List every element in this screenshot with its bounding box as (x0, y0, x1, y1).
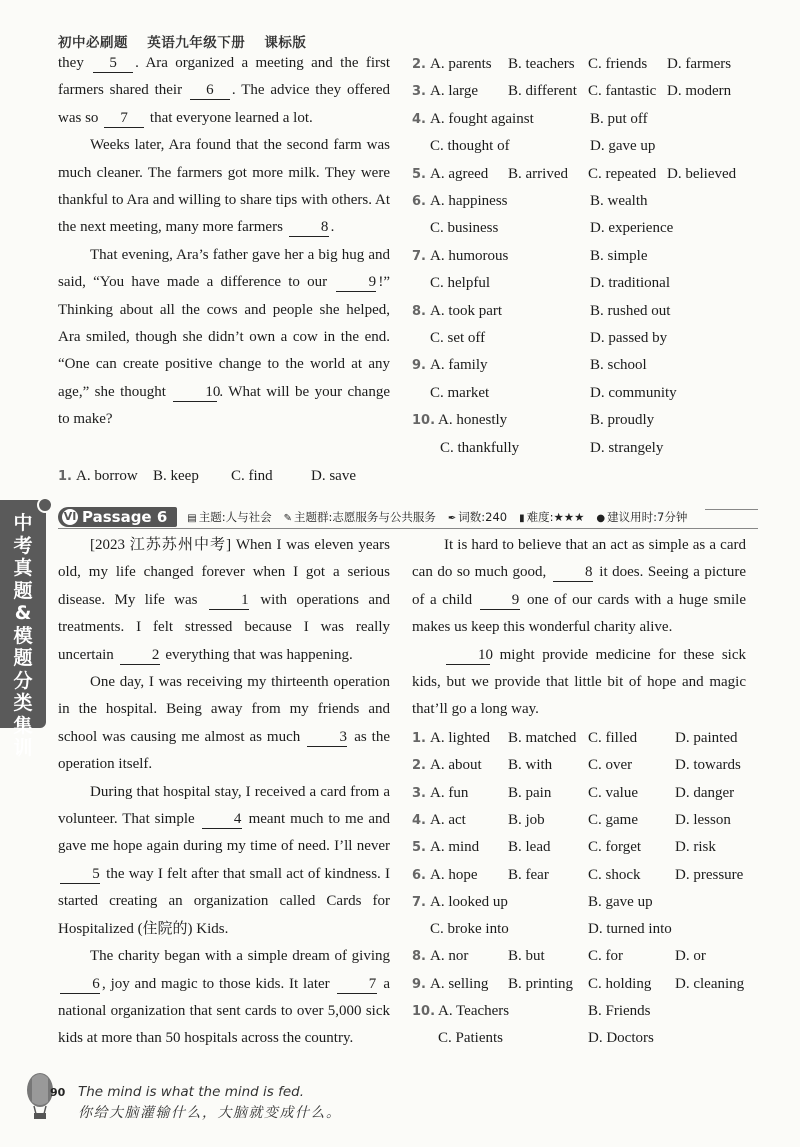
option-b[interactable]: B. Friends (588, 1003, 651, 1019)
question-number: 8. (412, 303, 426, 319)
paragraph (58, 242, 390, 434)
question-number: 9. (412, 976, 426, 992)
option-a[interactable]: A. selling (430, 975, 489, 992)
option-b[interactable]: B. with (508, 757, 553, 774)
text-run: everything that was happening. (161, 646, 353, 663)
option-d[interactable]: D. experience (590, 220, 674, 237)
option-a[interactable]: A. act (430, 811, 466, 828)
blank-10[interactable]: 10 (173, 383, 217, 402)
blank-8[interactable]: 8 (553, 563, 593, 582)
option-c[interactable]: C. business (430, 220, 499, 237)
option-c[interactable]: C. value (588, 784, 638, 801)
text-run: , joy and magic to those kids. It later (102, 975, 335, 992)
option-a[interactable]: A. agreed (430, 165, 489, 182)
text-run: might provide medicine for these sick kids, but we provide that little bit of hope and magic that’ll go a long way. (412, 646, 746, 718)
option-c[interactable]: C. market (430, 384, 490, 401)
question-number: 4. (412, 812, 426, 828)
text-run: !” Thinking about all the cows and people she helped, Ara smiled, though she didn’t own a cow in the end. “One can create positive change to the world at any age,” she thought (58, 274, 390, 400)
paragraph (412, 532, 746, 642)
option-d[interactable]: D. farmers (667, 56, 732, 72)
question-number: 10. (412, 1004, 436, 1019)
option-b[interactable]: B. job (508, 811, 545, 828)
page-header (58, 31, 320, 51)
book-icon: ▤ (187, 513, 197, 524)
question-number: 8. (412, 949, 426, 965)
blank-6[interactable]: 6 (190, 81, 230, 100)
paragraph (58, 779, 390, 943)
question-number: 9. (412, 358, 426, 374)
sidebar-dot (37, 497, 53, 513)
option-d[interactable]: D. community (590, 384, 677, 401)
section-sidebar-tab (0, 500, 46, 759)
option-d[interactable]: D. strangely (590, 439, 664, 456)
option-d[interactable]: D. passed by (590, 330, 668, 346)
word-count-meta: ✒ 词数:240 (447, 510, 508, 524)
option-b[interactable]: B. different (508, 83, 577, 100)
option-c[interactable]: C. friends (588, 56, 648, 72)
option-a[interactable]: A. about (430, 757, 482, 774)
time-meta: ● 建议用时:7分钟 (596, 510, 688, 524)
question-number: 3. (412, 785, 426, 801)
blank-6[interactable]: 6 (60, 975, 100, 994)
footer-quote-chinese: 你给大脑灌输什么，大脑就变成什么。 (78, 1105, 342, 1121)
question-number: 7. (412, 248, 426, 264)
text-run: . What will be your change to make? (58, 383, 390, 428)
text-run: that everyone learned a lot. (146, 109, 313, 126)
option-a[interactable]: A. parents (430, 56, 492, 72)
paragraph (58, 943, 390, 1053)
subject-title: 英语九年级下册 (147, 35, 246, 51)
blank-4[interactable]: 4 (202, 810, 242, 829)
option-a[interactable]: A. Teachers (438, 1003, 510, 1019)
question-number: 3. (412, 84, 426, 100)
option-b[interactable]: B. school (590, 357, 647, 374)
paragraph (58, 532, 390, 669)
option-c[interactable]: C. game (588, 811, 638, 828)
option-d[interactable]: D. believed (667, 165, 737, 182)
text-run: That evening, Ara’s father gave her a big hug and said, “You have made a difference to our (58, 246, 390, 291)
text-run: . Ara organized a meeting and the first farmers shared their (58, 55, 390, 99)
text-run: a national organization that sent cards to over 5,000 sick kids at more than 50 hospitals across the country. (58, 975, 390, 1047)
option-c[interactable]: C. shock (588, 866, 641, 883)
option-b[interactable]: B. simple (590, 247, 648, 264)
option-b[interactable]: B. lead (508, 839, 551, 856)
option-a[interactable]: A. took part (430, 302, 503, 319)
passage6-right-text (412, 532, 746, 724)
question-number: 5. (412, 840, 426, 856)
text-run: it does. Seeing a picture of a child (412, 564, 746, 608)
theme-group-meta: ✎ 主题群:志愿服务与公共服务 (283, 510, 436, 524)
text-run: meant much to me and gave me hope again during my time of need. I’ll never (58, 811, 390, 855)
paragraph (58, 669, 390, 779)
option-a[interactable]: A. humorous (430, 247, 509, 264)
option-c[interactable]: C. helpful (430, 275, 490, 292)
option-b[interactable]: B. teachers (508, 56, 575, 72)
option-c[interactable]: C. over (588, 757, 633, 774)
option-c[interactable]: C. thankfully (440, 439, 520, 456)
option-b[interactable]: B. proudly (590, 412, 655, 429)
blank-5[interactable]: 5 (93, 54, 133, 73)
option-c[interactable]: C. filled (588, 730, 638, 746)
question-number: 1. (58, 469, 72, 484)
footer-quote-english: The mind is what the mind is fed. (78, 1084, 305, 1100)
option-a[interactable]: A. fun (430, 784, 469, 801)
passage-roman-badge: VI (63, 510, 77, 523)
signal-icon: ▮ (519, 513, 525, 524)
blank-7[interactable]: 7 (104, 109, 144, 128)
blank-9[interactable]: 9 (480, 591, 520, 610)
text-run: The charity began with a simple dream of giving (90, 948, 390, 965)
text-run: . (330, 219, 335, 236)
quill-icon: ✒ (447, 513, 457, 524)
blank-5[interactable]: 5 (60, 865, 100, 884)
blank-10[interactable]: 10 (446, 646, 490, 665)
text-run: It is hard to believe that an act as simple as a card can do so much good, (412, 537, 746, 581)
text-run: . The advice they offered was so (58, 82, 390, 126)
option-d[interactable]: D. traditional (590, 275, 670, 292)
option-d[interactable]: D. save (311, 468, 356, 484)
option-d[interactable]: D. danger (675, 784, 735, 801)
blank-9[interactable]: 9 (336, 273, 376, 292)
question-number: 1. (412, 731, 426, 746)
option-b[interactable]: B. but (508, 948, 545, 965)
text-run: they (58, 55, 92, 71)
option-c[interactable]: C. holding (588, 975, 652, 992)
question-number: 4. (412, 111, 426, 127)
difficulty-meta: ▮ 难度:★★★ (519, 510, 585, 524)
option-d[interactable]: D. modern (667, 83, 732, 100)
option-b[interactable]: B. matched (508, 730, 577, 746)
text-run: During that hospital stay, I received a card from a volunteer. That simple (58, 783, 390, 828)
text-run: one of our cards with a huge smile makes us keep this wonderful charity alive. (412, 591, 746, 636)
option-a[interactable]: A. mind (430, 839, 480, 856)
text-run: the way I felt after that small act of kindness. I started creating an organization called Cards for Hospitalized (住院的) Kids. (58, 865, 390, 937)
question-number: 6. (412, 867, 426, 883)
option-b[interactable]: B. wealth (590, 193, 648, 209)
option-a[interactable]: A. large (430, 83, 479, 100)
option-c[interactable]: C. set off (430, 330, 486, 346)
text-run: as the operation itself. (58, 728, 390, 773)
option-c[interactable]: C. forget (588, 839, 642, 856)
question-number: 6. (412, 194, 426, 209)
blank-2[interactable]: 2 (120, 646, 160, 665)
option-a[interactable]: A. family (430, 357, 488, 374)
blank-7[interactable]: 7 (337, 975, 377, 994)
option-d[interactable]: D. towards (675, 757, 741, 774)
option-d[interactable]: D. painted (675, 730, 738, 746)
text-run: Weeks later, Ara found that the second farm was much cleaner. The farmers got more milk. They were thankful to Ara and willing to share tips with others. At the next meeting, many more farmers (58, 137, 390, 236)
option-a[interactable]: A. lighted (430, 730, 490, 746)
option-c[interactable]: C. for (588, 948, 623, 965)
passage6-tag (58, 507, 177, 527)
text-run: [2023 江苏苏州中考] When I was eleven years old, my life changed forever when I got a serious disease. My life was (58, 537, 390, 608)
question-number: 7. (412, 894, 426, 910)
paragraph (58, 132, 390, 242)
option-b[interactable]: B. pain (508, 784, 552, 801)
option-c[interactable]: C. thought of (430, 138, 510, 155)
passage6-label: Passage 6 (82, 508, 168, 526)
question-number: 2. (412, 758, 426, 774)
page-number: 90 (50, 1086, 66, 1099)
edition-title: 课标版 (264, 35, 307, 51)
paragraph (412, 642, 746, 724)
option-b[interactable]: B. keep (153, 468, 199, 484)
series-title: 初中必刷题 (58, 35, 128, 51)
option-d[interactable]: D. risk (675, 839, 716, 856)
option-d[interactable]: D. Doctors (588, 1030, 654, 1047)
option-c[interactable]: C. fantastic (588, 83, 657, 100)
option-a[interactable]: A. looked up (430, 893, 508, 910)
text-run: One day, I was receiving my thirteenth operation in the hospital. Being away from my friends and school was causing me almost as much (58, 674, 390, 745)
option-b[interactable]: B. put off (590, 110, 648, 127)
blank-1[interactable]: 1 (209, 591, 249, 610)
passage6-left-text (58, 532, 390, 1053)
paragraph (58, 50, 390, 132)
passage5-text (58, 50, 390, 434)
blank-8[interactable]: 8 (289, 218, 329, 237)
question-number: 5. (412, 166, 426, 182)
option-c[interactable]: C. Patients (438, 1030, 504, 1047)
option-d[interactable]: D. pressure (675, 866, 744, 883)
option-b[interactable]: B. fear (508, 866, 549, 883)
option-d[interactable]: D. turned into (588, 921, 672, 938)
option-a[interactable]: A. honestly (438, 412, 508, 429)
option-d[interactable]: D. or (675, 948, 706, 965)
text-run: with operations and treatments. I felt stressed because I was really uncertain (58, 591, 391, 663)
passage6-banner (58, 506, 705, 528)
option-c[interactable]: C. repeated (588, 165, 657, 182)
option-b[interactable]: B. printing (508, 975, 574, 992)
option-b[interactable]: B. rushed out (590, 302, 671, 319)
question-number: 2. (412, 57, 426, 72)
option-b[interactable]: B. gave up (588, 893, 653, 910)
option-a[interactable]: A. borrow (76, 468, 138, 484)
option-a[interactable]: A. fought against (430, 110, 534, 127)
option-a[interactable]: A. nor (430, 948, 469, 965)
option-d[interactable]: D. gave up (590, 138, 656, 155)
pen-icon: ✎ (283, 513, 292, 524)
option-d[interactable]: D. cleaning (675, 975, 745, 992)
question-number: 10. (412, 413, 436, 429)
option-c[interactable]: C. broke into (430, 921, 509, 938)
option-d[interactable]: D. lesson (675, 811, 731, 828)
sidebar-label: 中考真题&模题分类集训 (13, 512, 33, 759)
option-c[interactable]: C. find (231, 468, 273, 484)
blank-3[interactable]: 3 (307, 728, 347, 747)
option-a[interactable]: A. hope (430, 866, 478, 883)
option-b[interactable]: B. arrived (508, 165, 568, 182)
theme-meta: ▤ 主题:人与社会 (187, 510, 272, 524)
bell-icon: ● (596, 513, 606, 524)
option-a[interactable]: A. happiness (430, 193, 508, 209)
